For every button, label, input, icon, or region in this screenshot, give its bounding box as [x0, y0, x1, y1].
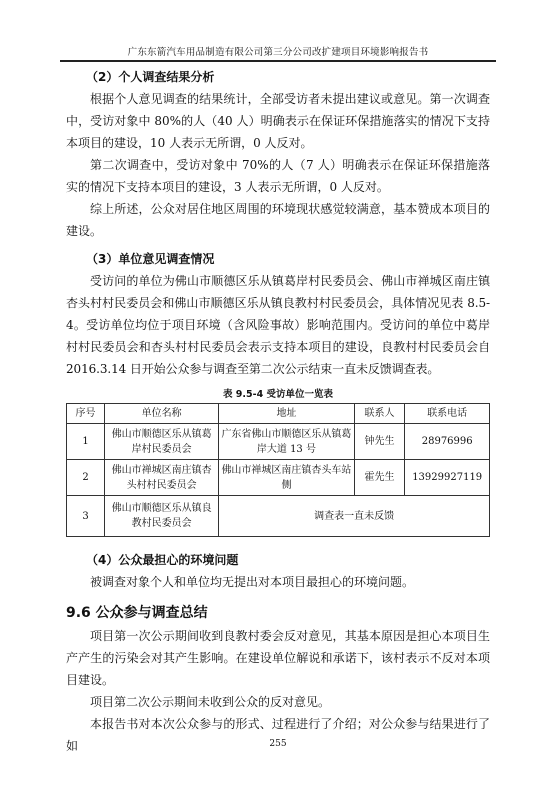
units-table [66, 403, 490, 537]
section-2-paragraph-2: 第二次调查中，受访对象中 70%的人（7 人）明确表示在保证环保措施落实的情况下支持本项目的建设，3 人表示无所谓，0 人反对。 [66, 158, 490, 194]
col-header-contact: 联系人 [354, 404, 405, 424]
cell-no: 3 [67, 496, 105, 537]
header-title: 广东东箭汽车用品制造有限公司第三分公司改扩建项目环境影响报告书 [127, 47, 429, 58]
section-4-paragraph: 被调查对象个人和单位均无提出对本项目最担心的环境问题。 [90, 575, 415, 589]
cell-no: 1 [67, 424, 105, 460]
section-4-heading: （4）公众最担心的环境问题 [86, 553, 239, 567]
table-row [67, 460, 490, 496]
header-rule [60, 60, 496, 61]
cell-phone: 28976996 [405, 424, 490, 460]
cell-address: 佛山市禅城区南庄镇杏头车站侧 [219, 460, 354, 496]
table-row [67, 496, 490, 537]
cell-name: 佛山市顺德区乐从镇葛岸村民委员会 [105, 424, 219, 460]
section-9-6-paragraph-2: 项目第二次公示期间未收到公众的反对意见。 [90, 695, 331, 709]
cell-no: 2 [67, 460, 105, 496]
section-3-paragraph: 受访问的单位为佛山市顺德区乐从镇葛岸村民委员会、佛山市禅城区南庄镇杏头村村民委员会和佛山市顺德区乐从镇良教村村民委员会，具体情况见表 8.5-4。受访单位均位于项目环境（含风险事故）影响范围内。受访问的单位中葛岸村村民委员会和杏头村村民委员会表示支持本项目的建设，良教村村民委员会自 2016.3.14 日开始公众参与调查至第二次公示结束一直未反馈调查表。 [66, 274, 490, 376]
table-header-row [67, 404, 490, 424]
section-2-paragraph-3: 综上所述，公众对居住地区周围的环境现状感觉较满意，基本赞成本项目的建设。 [66, 202, 490, 238]
cell-name: 佛山市禅城区南庄镇杏头村村民委员会 [105, 460, 219, 496]
table-row [67, 424, 490, 460]
col-header-name: 单位名称 [105, 404, 219, 424]
cell-phone: 13929927119 [405, 460, 490, 496]
section-9-6-paragraph-1: 项目第一次公示期间收到良教村委会反对意见，其基本原因是担心本项目生产产生的污染会对其产生影响。在建设单位解说和承诺下，该村表示不反对本项目建设。 [66, 629, 490, 687]
section-2-paragraph-1: 根据个人意见调查的结果统计，全部受访者未提出建议或意见。第一次调查中，受访对象中 80%的人（40 人）明确表示在保证环保措施落实的情况下支持本项目的建设，10 人表示无所谓，0 人反对。 [66, 92, 490, 150]
cell-note: 调查表一直未反馈 [219, 496, 490, 537]
col-header-address: 地址 [219, 404, 354, 424]
page-content [66, 66, 490, 757]
cell-name: 佛山市顺德区乐从镇良教村民委员会 [105, 496, 219, 537]
section-3-heading: （3）单位意见调查情况 [86, 252, 215, 266]
cell-contact: 钟先生 [354, 424, 405, 460]
page-number: 255 [269, 739, 287, 749]
section-9-6-paragraph-3: 本报告书对本次公众参与的形式、过程进行了介绍；对公众参与结果进行了如 [66, 717, 490, 753]
section-2-heading: （2）个人调查结果分析 [86, 70, 215, 84]
col-header-phone: 联系电话 [405, 404, 490, 424]
page-footer [0, 739, 556, 749]
section-9-6-title: 9.6 公众参与调查总结 [66, 605, 208, 621]
col-header-no: 序号 [67, 404, 105, 424]
cell-address: 广东省佛山市顺德区乐从镇葛岸大道 13 号 [219, 424, 354, 460]
table-title: 表 9.5-4 受访单位一览表 [223, 389, 333, 400]
cell-contact: 霍先生 [354, 460, 405, 496]
